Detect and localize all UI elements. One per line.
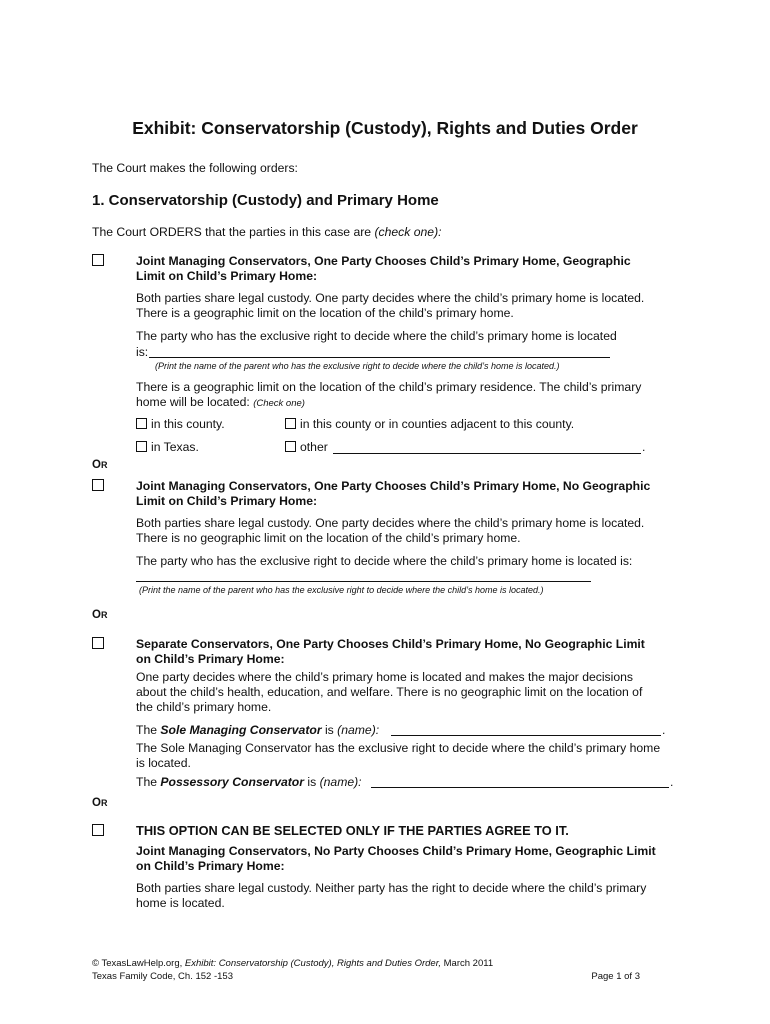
option1-name-field[interactable] (149, 357, 610, 358)
choice-texas-label: in Texas. (151, 440, 199, 454)
option2-para2: The party who has the exclusive right to decide where the child’s primary home is located is: (136, 554, 633, 568)
possessory-conservator-line: The Possessory Conservator is (name): (136, 775, 362, 789)
section-prompt (92, 225, 442, 241)
option1-check-one: (Check one) (253, 398, 305, 409)
option3-para1-line1: One party decides where the child’s primary home is located and makes the major decisions (136, 670, 633, 684)
choice-other[interactable] (285, 440, 328, 456)
choice-county-checkbox[interactable] (136, 418, 147, 429)
sole-managing-conservator-field[interactable] (391, 735, 661, 736)
or-label-1: OR (92, 459, 108, 471)
option3-heading-line1: Separate Conservators, One Party Chooses Child’s Primary Home, No Geographic Limit (136, 637, 645, 651)
option2-name-field[interactable] (136, 581, 591, 582)
option1-heading-line1: Joint Managing Conservators, One Party Chooses Child’s Primary Home, Geographic (136, 254, 631, 268)
option2-para1-line2: There is no geographic limit on the location of the child’s primary home. (136, 531, 521, 545)
choice-county[interactable] (136, 417, 225, 433)
option3-para1-line2: about the child’s health, education, and welfare. There is no geographic limit on the location of (136, 685, 643, 699)
choice-other-field[interactable] (333, 453, 641, 454)
option1-heading-line2: Limit on Child’s Primary Home: (136, 269, 318, 283)
option1-para3-text: home will be located: (136, 395, 254, 409)
option4-para1-line1: Both parties share legal custody. Neither party has the right to decide where the child’s primary (136, 881, 647, 895)
prompt-text: The Court ORDERS that the parties in this case are (92, 225, 375, 239)
page-title: Exhibit: Conservatorship (Custody), Rights and Duties Order (132, 118, 638, 138)
option3-checkbox[interactable] (92, 637, 104, 649)
option1-para2-line1: The party who has the exclusive right to decide where the child’s primary home is located (136, 329, 617, 343)
intro-text: The Court makes the following orders: (92, 161, 298, 175)
option3-heading-line2: on Child’s Primary Home: (136, 652, 285, 666)
or-label-3: OR (92, 797, 108, 809)
choice-other-label: other (300, 440, 328, 454)
option4-checkbox[interactable] (92, 824, 104, 836)
section-heading: 1. Conservatorship (Custody) and Primary Home (92, 192, 439, 209)
choice-texas[interactable] (136, 440, 199, 456)
option3-para2-line2: is located. (136, 756, 191, 770)
footer-line2: Texas Family Code, Ch. 152 -153 (92, 971, 233, 982)
choice-adjacent-label: in this county or in counties adjacent to this county. (300, 417, 575, 431)
option2-print-note: (Print the name of the parent who has the exclusive right to decide where the child’s home is located.) (139, 585, 544, 595)
smc-period: . (662, 723, 666, 737)
choice-texas-checkbox[interactable] (136, 441, 147, 452)
option2-heading-line2: Limit on Child’s Primary Home: (136, 494, 318, 508)
option1-para3-line1: There is a geographic limit on the location of the child’s primary residence. The child’s primary (136, 380, 642, 394)
option3-para1-line3: the child’s primary home. (136, 700, 272, 714)
option1-para2-line2: is: (136, 345, 149, 359)
pc-period: . (670, 775, 674, 789)
page-number: Page 1 of 3 (591, 971, 640, 982)
option1-para1-line1: Both parties share legal custody. One party decides where the child’s primary home is located. (136, 291, 645, 305)
option1-para1-line2: There is a geographic limit on the location of the child’s primary home. (136, 306, 514, 320)
choice-other-period: . (642, 440, 646, 454)
option4-para1-line2: home is located. (136, 896, 225, 910)
choice-other-checkbox[interactable] (285, 441, 296, 452)
possessory-conservator-label: Possessory Conservator (160, 775, 304, 789)
prompt-italic: (check one): (374, 225, 442, 239)
option4-heading-line1: Joint Managing Conservators, No Party Chooses Child’s Primary Home, Geographic Limit (136, 844, 656, 858)
choice-county-label: in this county. (151, 417, 225, 431)
or-label-2: OR (92, 609, 108, 621)
option2-heading-line1: Joint Managing Conservators, One Party Chooses Child’s Primary Home, No Geographic (136, 479, 651, 493)
option4-heading-line2: on Child’s Primary Home: (136, 859, 285, 873)
footer-line1: © TexasLawHelp.org, Exhibit: Conservatorship (Custody), Rights and Duties Order, March 2011 (92, 958, 494, 969)
sole-managing-conservator-line: The Sole Managing Conservator is (name): (136, 723, 380, 737)
option1-para3-line2 (136, 395, 305, 412)
option1-print-note: (Print the name of the parent who has the exclusive right to decide where the child’s home is located.) (155, 361, 560, 371)
option3-para2-line1: The Sole Managing Conservator has the exclusive right to decide where the child’s primary home (136, 741, 661, 755)
option1-checkbox[interactable] (92, 254, 104, 266)
sole-managing-conservator-label: Sole Managing Conservator (160, 723, 322, 737)
option2-checkbox[interactable] (92, 479, 104, 491)
choice-adjacent-checkbox[interactable] (285, 418, 296, 429)
choice-adjacent[interactable] (285, 417, 574, 433)
possessory-conservator-field[interactable] (371, 787, 669, 788)
option4-caps-line: THIS OPTION CAN BE SELECTED ONLY IF THE PARTIES AGREE TO IT. (136, 823, 569, 838)
option2-para1-line1: Both parties share legal custody. One party decides where the child’s primary home is located. (136, 516, 645, 530)
